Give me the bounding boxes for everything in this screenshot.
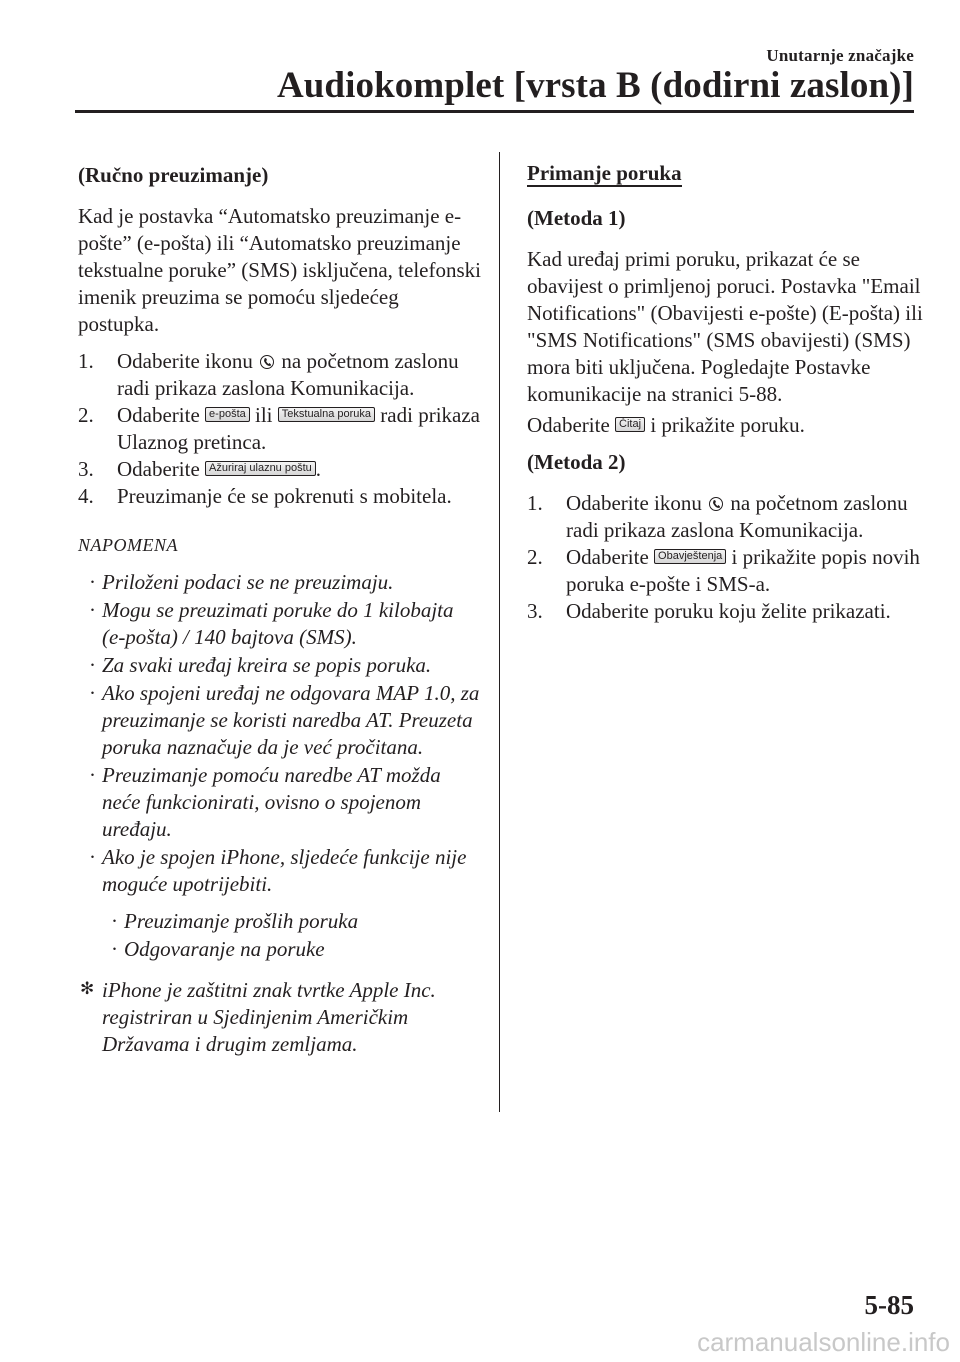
note-text: Mogu se preuzimati poruke do 1 kilobajta (e-pošta) / 140 bajtova (SMS). bbox=[102, 598, 454, 649]
step-text: Odaberite bbox=[117, 457, 200, 481]
communication-icon bbox=[260, 354, 274, 370]
step-1 bbox=[78, 348, 482, 402]
column-divider bbox=[499, 152, 500, 1112]
note-item: · Priloženi podaci se ne preuzimaju. bbox=[89, 570, 394, 594]
update-inbox-button: Ažuriraj ulaznu poštu bbox=[205, 461, 316, 476]
step-text: Odaberite ikonu bbox=[566, 491, 702, 515]
method-1-text: Kad uređaj primi poruku, prikazat će se obavijest o primljenoj poruci. Postavka "Email Notifications" (Obavijesti e-pošte) (E-pošta) ili "SMS Notifications" (SMS obavijesti) (SMS) mora biti uključena. Pogledajte Postavke komunikacije na stranici 5-88. bbox=[527, 247, 923, 406]
header-rule bbox=[75, 110, 914, 113]
read-button: Čitaj bbox=[615, 417, 645, 432]
action-text: Odaberite bbox=[527, 413, 610, 437]
step-1 bbox=[527, 490, 927, 544]
page-number: 5-85 bbox=[864, 1290, 914, 1320]
step-number: 2. bbox=[527, 545, 543, 569]
step-number: 3. bbox=[527, 599, 543, 623]
page-title: Audiokomplet [vrsta B (dodirni zaslon)] bbox=[276, 65, 914, 106]
step-3 bbox=[78, 456, 482, 483]
step-text: Odaberite bbox=[566, 545, 649, 569]
note-text: Za svaki uređaj kreira se popis poruka. bbox=[102, 653, 432, 677]
step-text-continued: radi prikaza Ulaznog pretinca. bbox=[117, 403, 480, 454]
note-item: · Za svaki uređaj kreira se popis poruka. bbox=[89, 653, 432, 677]
email-button: e-pošta bbox=[205, 407, 250, 422]
note-text: Preuzimanje pomoću naredbe AT možda neće funkcionirati, ovisno o spojenom uređaju. bbox=[102, 763, 441, 841]
step-number: 4. bbox=[78, 484, 94, 508]
step-text-continued: na početnom zaslonu radi prikaza zaslona Komunikacija. bbox=[566, 491, 908, 542]
note-text: Ako je spojen iPhone, sljedeće funkcije nije moguće upotrijebiti. bbox=[102, 845, 467, 896]
step-4 bbox=[78, 483, 482, 510]
manual-download-subheading: (Ručno preuzimanje) bbox=[78, 163, 269, 187]
step-text-continued: . bbox=[315, 457, 322, 481]
action-text-continued: i prikažite poruku. bbox=[650, 413, 805, 437]
step-text: Preuzimanje će se pokrenuti s mobitela. bbox=[117, 484, 452, 508]
note-item: · Mogu se preuzimati poruke do 1 kilobajta (e-pošta) / 140 bajtova (SMS). bbox=[89, 598, 454, 649]
step-2 bbox=[78, 402, 482, 456]
right-column bbox=[527, 152, 927, 625]
note-label: NAPOMENA bbox=[78, 535, 178, 555]
step-number: 1. bbox=[78, 349, 94, 373]
step-number: 2. bbox=[78, 403, 94, 427]
method-1-label: (Metoda 1) bbox=[527, 206, 626, 230]
trademark-note bbox=[78, 977, 482, 1058]
header-section-label: Unutarnje značajke bbox=[766, 46, 914, 65]
method-1-action bbox=[527, 412, 927, 439]
step-text: Odaberite poruku koju želite prikazati. bbox=[566, 599, 891, 623]
note-text: Priloženi podaci se ne preuzimaju. bbox=[102, 570, 394, 594]
communication-icon bbox=[709, 496, 723, 512]
step-3 bbox=[527, 598, 927, 625]
note-text: Ako spojeni uređaj ne odgovara MAP 1.0, za preuzimanje se koristi naredba AT. Preuzeta poruka naznačuje da je već pročitana. bbox=[102, 681, 480, 759]
note-item: · Ako spojeni uređaj ne odgovara MAP 1.0, za preuzimanje se koristi naredba AT. Preuzeta poruka naznačuje da je već pročitana. bbox=[89, 681, 480, 759]
note-item: · Preuzimanje pomoću naredbe AT možda neće funkcionirati, ovisno o spojenom uređaju. bbox=[89, 763, 441, 841]
step-number: 3. bbox=[78, 457, 94, 481]
method-2-label: (Metoda 2) bbox=[527, 450, 626, 474]
trademark-text: iPhone je zaštitni znak tvrtke Apple Inc. registriran u Sjedinjenim Američkim Državama i drugim zemljama. bbox=[102, 978, 436, 1056]
notifications-button: Obavještenja bbox=[654, 549, 726, 564]
asterisk-icon: ✻ bbox=[80, 979, 95, 998]
receiving-messages-heading: Primanje poruka bbox=[527, 161, 682, 185]
watermark: carmanualsonline.info bbox=[697, 1327, 950, 1357]
step-text: Odaberite ikonu bbox=[117, 349, 253, 373]
step-connector: ili bbox=[255, 403, 273, 427]
text-message-button: Tekstualna poruka bbox=[278, 407, 375, 422]
intro-paragraph: Kad je postavka “Automatsko preuzimanje e-pošte” (e-pošta) ili “Automatsko preuzimanje tekstualne poruke” (SMS) isključena, telefonski imenik preuzima se pomoću sljedećeg postupka. bbox=[78, 204, 481, 336]
sub-note-text: Preuzimanje prošlih poruka bbox=[124, 909, 359, 933]
note-item: · Ako je spojen iPhone, sljedeće funkcije nije moguće upotrijebiti. bbox=[89, 845, 467, 896]
step-text-continued: na početnom zaslonu radi prikaza zaslona Komunikacija. bbox=[117, 349, 459, 400]
sub-note-item: · Odgovaranje na poruke bbox=[111, 937, 325, 961]
sub-note-item: · Preuzimanje prošlih poruka bbox=[111, 909, 359, 933]
sub-note-text: Odgovaranje na poruke bbox=[124, 937, 325, 961]
step-number: 1. bbox=[527, 491, 543, 515]
step-text: Odaberite bbox=[117, 403, 200, 427]
left-column bbox=[78, 152, 482, 1058]
step-2 bbox=[527, 544, 927, 598]
step-text-continued: i prikažite popis novih poruka e-pošte i SMS-a. bbox=[566, 545, 920, 596]
